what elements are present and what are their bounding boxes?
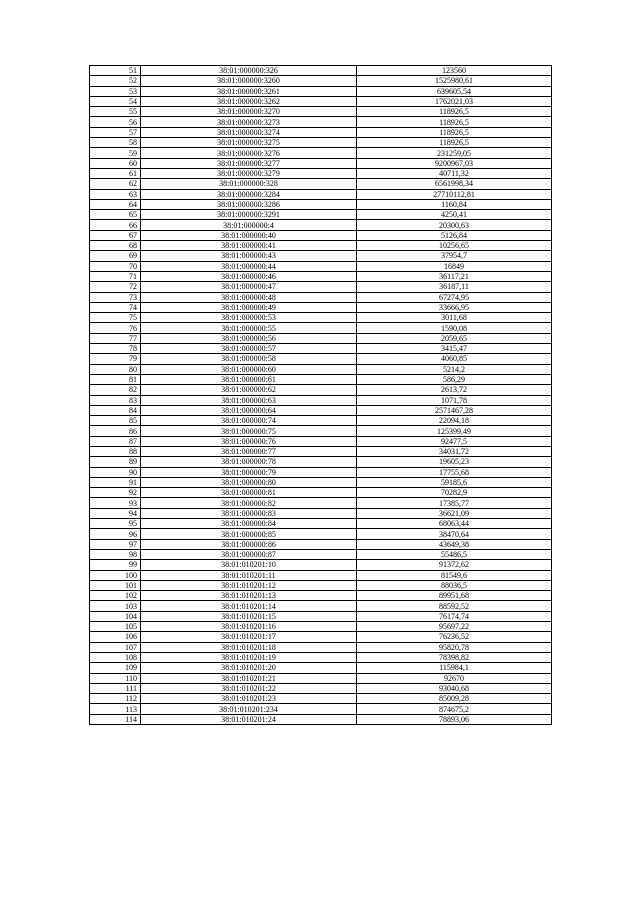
cadastral-number-cell: 38:01:000000:74 [141,416,357,426]
cadastral-number-cell: 38:01:010201:12 [141,580,357,590]
cadastral-number-cell: 38:01:010201:18 [141,642,357,652]
row-number-cell: 78 [90,344,141,354]
table-row [90,251,552,261]
cadastral-value-cell: 43649,38 [357,539,552,549]
cadastral-number-cell: 38:01:000000:46 [141,271,357,281]
table-row [90,642,552,652]
row-number-cell: 72 [90,282,141,292]
cadastral-number-cell: 38:01:000000:76 [141,436,357,446]
table-row [90,158,552,168]
cadastral-number-cell: 38:01:000000:3275 [141,138,357,148]
cadastral-number-cell: 38:01:000000:3284 [141,189,357,199]
row-number-cell: 114 [90,714,141,724]
cadastral-value-cell: 1071,78 [357,395,552,405]
cadastral-number-cell: 38:01:000000:3277 [141,158,357,168]
row-number-cell: 106 [90,632,141,642]
cadastral-number-cell: 38:01:000000:41 [141,241,357,251]
table-row [90,611,552,621]
row-number-cell: 108 [90,652,141,662]
table-row [90,96,552,106]
cadastral-number-cell: 38:01:000000:56 [141,333,357,343]
row-number-cell: 57 [90,127,141,137]
row-number-cell: 93 [90,498,141,508]
row-number-cell: 92 [90,488,141,498]
table-row [90,210,552,220]
row-number-cell: 109 [90,663,141,673]
cadastral-number-cell: 38:01:010201:16 [141,622,357,632]
table-row [90,498,552,508]
cadastral-number-cell: 38:01:000000:55 [141,323,357,333]
table-row [90,199,552,209]
cadastral-value-cell: 1762021,03 [357,96,552,106]
row-number-cell: 76 [90,323,141,333]
cadastral-value-cell: 2571467,28 [357,405,552,415]
cadastral-number-cell: 38:01:000000:49 [141,302,357,312]
cadastral-number-cell: 38:01:000000:3274 [141,127,357,137]
cadastral-value-cell: 91372,62 [357,560,552,570]
row-number-cell: 82 [90,385,141,395]
table-row [90,580,552,590]
table-row [90,395,552,405]
cadastral-value-table [89,65,552,725]
cadastral-value-cell: 89951,68 [357,591,552,601]
row-number-cell: 79 [90,354,141,364]
table-row [90,313,552,323]
cadastral-value-cell: 4060,85 [357,354,552,364]
table-row [90,271,552,281]
cadastral-number-cell: 38:01:000000:3262 [141,96,357,106]
cadastral-value-cell: 17385,77 [357,498,552,508]
cadastral-number-cell: 38:01:000000:3270 [141,107,357,117]
row-number-cell: 67 [90,230,141,240]
table-row [90,436,552,446]
cadastral-number-cell: 38:01:000000:53 [141,313,357,323]
cadastral-value-cell: 55486,5 [357,549,552,559]
table-row [90,364,552,374]
table-row [90,127,552,137]
cadastral-value-cell: 6561998,34 [357,179,552,189]
cadastral-value-cell: 59185,6 [357,477,552,487]
table-row [90,374,552,384]
cadastral-number-cell: 38:01:000000:3276 [141,148,357,158]
table-row [90,282,552,292]
cadastral-number-cell: 38:01:000000:3286 [141,199,357,209]
cadastral-value-cell: 3011,68 [357,313,552,323]
row-number-cell: 60 [90,158,141,168]
cadastral-value-cell: 92477,5 [357,436,552,446]
cadastral-number-cell: 38:01:010201:21 [141,673,357,683]
table-row [90,683,552,693]
cadastral-value-cell: 1590,08 [357,323,552,333]
table-row [90,591,552,601]
row-number-cell: 112 [90,694,141,704]
row-number-cell: 100 [90,570,141,580]
row-number-cell: 51 [90,66,141,76]
cadastral-number-cell: 38:01:000000:87 [141,549,357,559]
table-row [90,508,552,518]
table-row [90,622,552,632]
row-number-cell: 85 [90,416,141,426]
table-row [90,488,552,498]
table-row [90,344,552,354]
table-row [90,148,552,158]
row-number-cell: 74 [90,302,141,312]
cadastral-number-cell: 38:01:000000:58 [141,354,357,364]
table-row [90,416,552,426]
cadastral-number-cell: 38:01:000000:78 [141,457,357,467]
cadastral-value-cell: 95697,22 [357,622,552,632]
cadastral-value-cell: 231259,05 [357,148,552,158]
row-number-cell: 66 [90,220,141,230]
cadastral-value-cell: 9200967,03 [357,158,552,168]
row-number-cell: 56 [90,117,141,127]
row-number-cell: 102 [90,591,141,601]
cadastral-number-cell: 38:01:000000:64 [141,405,357,415]
cadastral-value-cell: 123560 [357,66,552,76]
table-row [90,426,552,436]
cadastral-value-cell: 20300,63 [357,220,552,230]
table-row [90,179,552,189]
cadastral-value-cell: 37954,7 [357,251,552,261]
cadastral-number-cell: 38:01:000000:3291 [141,210,357,220]
table-row [90,220,552,230]
row-number-cell: 69 [90,251,141,261]
cadastral-value-cell: 874675,2 [357,704,552,714]
row-number-cell: 83 [90,395,141,405]
row-number-cell: 104 [90,611,141,621]
table-row [90,107,552,117]
cadastral-number-cell: 38:01:000000:81 [141,488,357,498]
cadastral-value-cell: 92670 [357,673,552,683]
row-number-cell: 58 [90,138,141,148]
cadastral-number-cell: 38:01:000000:83 [141,508,357,518]
cadastral-value-cell: 125399,49 [357,426,552,436]
row-number-cell: 96 [90,529,141,539]
cadastral-number-cell: 38:01:010201:10 [141,560,357,570]
table-row [90,457,552,467]
cadastral-value-cell: 118926,5 [357,138,552,148]
cadastral-value-cell: 5214,2 [357,364,552,374]
row-number-cell: 84 [90,405,141,415]
row-number-cell: 107 [90,642,141,652]
cadastral-value-cell: 76236,52 [357,632,552,642]
row-number-cell: 88 [90,446,141,456]
table-row [90,467,552,477]
row-number-cell: 71 [90,271,141,281]
cadastral-number-cell: 38:01:010201:14 [141,601,357,611]
table-row [90,189,552,199]
row-number-cell: 61 [90,168,141,178]
cadastral-number-cell: 38:01:000000:326 [141,66,357,76]
cadastral-value-cell: 93040,68 [357,683,552,693]
cadastral-value-cell: 115984,1 [357,663,552,673]
cadastral-number-cell: 38:01:010201:11 [141,570,357,580]
row-number-cell: 95 [90,519,141,529]
cadastral-value-cell: 17755,68 [357,467,552,477]
cadastral-value-cell: 22094,18 [357,416,552,426]
row-number-cell: 52 [90,76,141,86]
cadastral-value-cell: 118926,5 [357,107,552,117]
cadastral-number-cell: 38:01:000000:63 [141,395,357,405]
cadastral-number-cell: 38:01:000000:79 [141,467,357,477]
table-row [90,704,552,714]
cadastral-number-cell: 38:01:010201:20 [141,663,357,673]
table-row [90,405,552,415]
table-row [90,302,552,312]
cadastral-number-cell: 38:01:000000:3273 [141,117,357,127]
row-number-cell: 59 [90,148,141,158]
row-number-cell: 75 [90,313,141,323]
cadastral-value-cell: 33666,95 [357,302,552,312]
cadastral-value-cell: 10256,65 [357,241,552,251]
cadastral-value-cell: 4250,41 [357,210,552,220]
cadastral-value-cell: 88036,5 [357,580,552,590]
cadastral-value-cell: 3415,47 [357,344,552,354]
row-number-cell: 99 [90,560,141,570]
row-number-cell: 98 [90,549,141,559]
cadastral-value-cell: 88592,52 [357,601,552,611]
cadastral-value-cell: 85009,28 [357,694,552,704]
cadastral-value-cell: 68063,44 [357,519,552,529]
cadastral-value-cell: 1525980,61 [357,76,552,86]
cadastral-number-cell: 38:01:000000:57 [141,344,357,354]
cadastral-value-cell: 38470,64 [357,529,552,539]
cadastral-value-cell: 1160,84 [357,199,552,209]
cadastral-value-cell: 78398,82 [357,652,552,662]
table-row [90,168,552,178]
row-number-cell: 81 [90,374,141,384]
row-number-cell: 62 [90,179,141,189]
table-row [90,652,552,662]
table-row [90,673,552,683]
cadastral-number-cell: 38:01:010201:24 [141,714,357,724]
cadastral-number-cell: 38:01:000000:82 [141,498,357,508]
cadastral-number-cell: 38:01:010201:22 [141,683,357,693]
table-row [90,529,552,539]
row-number-cell: 86 [90,426,141,436]
cadastral-value-cell: 2613,72 [357,385,552,395]
table-row [90,354,552,364]
table-row [90,446,552,456]
table-row [90,477,552,487]
cadastral-value-cell: 67274,95 [357,292,552,302]
table-row [90,261,552,271]
cadastral-number-cell: 38:01:000000:80 [141,477,357,487]
row-number-cell: 54 [90,96,141,106]
row-number-cell: 89 [90,457,141,467]
cadastral-number-cell: 38:01:010201:19 [141,652,357,662]
table-row [90,560,552,570]
cadastral-number-cell: 38:01:000000:77 [141,446,357,456]
row-number-cell: 63 [90,189,141,199]
table-row [90,241,552,251]
row-number-cell: 103 [90,601,141,611]
cadastral-value-cell: 36117,21 [357,271,552,281]
row-number-cell: 80 [90,364,141,374]
table-row [90,333,552,343]
cadastral-number-cell: 38:01:000000:61 [141,374,357,384]
table-row [90,323,552,333]
cadastral-value-cell: 118926,5 [357,127,552,137]
cadastral-value-cell: 36621,09 [357,508,552,518]
table-row [90,539,552,549]
table-row [90,76,552,86]
cadastral-number-cell: 38:01:010201:234 [141,704,357,714]
table-row [90,714,552,724]
row-number-cell: 91 [90,477,141,487]
row-number-cell: 101 [90,580,141,590]
row-number-cell: 94 [90,508,141,518]
cadastral-number-cell: 38:01:010201:17 [141,632,357,642]
cadastral-value-cell: 70282,9 [357,488,552,498]
row-number-cell: 73 [90,292,141,302]
cadastral-number-cell: 38:01:010201:23 [141,694,357,704]
table-row [90,66,552,76]
row-number-cell: 65 [90,210,141,220]
cadastral-number-cell: 38:01:000000:60 [141,364,357,374]
cadastral-value-cell: 118926,5 [357,117,552,127]
table-row [90,385,552,395]
cadastral-number-cell: 38:01:000000:62 [141,385,357,395]
row-number-cell: 55 [90,107,141,117]
table-row [90,601,552,611]
cadastral-number-cell: 38:01:000000:75 [141,426,357,436]
table-row [90,694,552,704]
cadastral-number-cell: 38:01:000000:3279 [141,168,357,178]
cadastral-value-cell: 2059,65 [357,333,552,343]
cadastral-number-cell: 38:01:000000:84 [141,519,357,529]
cadastral-number-cell: 38:01:000000:3260 [141,76,357,86]
table-body [90,66,552,725]
row-number-cell: 70 [90,261,141,271]
row-number-cell: 68 [90,241,141,251]
row-number-cell: 87 [90,436,141,446]
cadastral-number-cell: 38:01:000000:85 [141,529,357,539]
table-row [90,292,552,302]
table-row [90,86,552,96]
cadastral-value-cell: 639605,54 [357,86,552,96]
table-row [90,570,552,580]
table-row [90,519,552,529]
cadastral-number-cell: 38:01:000000:3261 [141,86,357,96]
row-number-cell: 64 [90,199,141,209]
cadastral-value-cell: 586,29 [357,374,552,384]
cadastral-number-cell: 38:01:000000:328 [141,179,357,189]
table-row [90,138,552,148]
row-number-cell: 90 [90,467,141,477]
row-number-cell: 97 [90,539,141,549]
row-number-cell: 113 [90,704,141,714]
row-number-cell: 110 [90,673,141,683]
row-number-cell: 105 [90,622,141,632]
cadastral-number-cell: 38:01:000000:47 [141,282,357,292]
cadastral-number-cell: 38:01:000000:40 [141,230,357,240]
cadastral-number-cell: 38:01:000000:44 [141,261,357,271]
row-number-cell: 53 [90,86,141,96]
table-row [90,549,552,559]
cadastral-number-cell: 38:01:000000:86 [141,539,357,549]
cadastral-number-cell: 38:01:000000:48 [141,292,357,302]
cadastral-number-cell: 38:01:010201:13 [141,591,357,601]
cadastral-value-cell: 19605,23 [357,457,552,467]
cadastral-number-cell: 38:01:000000:4 [141,220,357,230]
table-row [90,663,552,673]
cadastral-value-cell: 27710112,81 [357,189,552,199]
cadastral-value-cell: 76174,74 [357,611,552,621]
cadastral-number-cell: 38:01:000000:43 [141,251,357,261]
cadastral-value-cell: 81549,6 [357,570,552,580]
cadastral-value-cell: 40711,32 [357,168,552,178]
cadastral-value-cell: 5126,84 [357,230,552,240]
cadastral-value-cell: 34031,72 [357,446,552,456]
row-number-cell: 111 [90,683,141,693]
cadastral-value-cell: 36187,11 [357,282,552,292]
cadastral-number-cell: 38:01:010201:15 [141,611,357,621]
cadastral-value-cell: 78893,06 [357,714,552,724]
table-row [90,632,552,642]
table-row [90,117,552,127]
cadastral-value-cell: 16849 [357,261,552,271]
cadastral-value-cell: 95820,78 [357,642,552,652]
row-number-cell: 77 [90,333,141,343]
table-row [90,230,552,240]
